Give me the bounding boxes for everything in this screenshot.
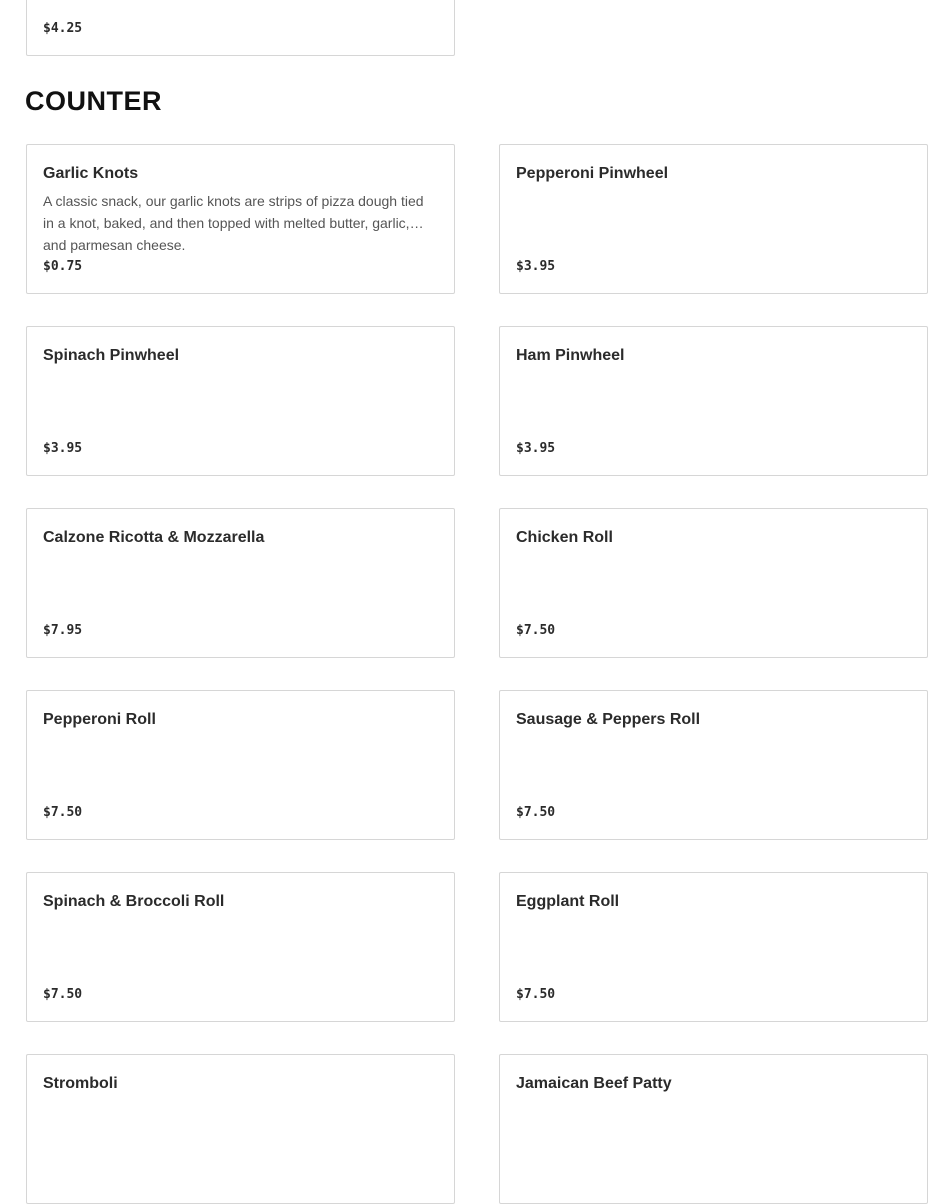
menu-item-name: Chicken Roll <box>516 529 613 546</box>
menu-item-price: $7.95 <box>43 623 83 638</box>
menu-item-price: $4.25 <box>43 21 83 36</box>
menu-item-card[interactable] <box>26 326 455 476</box>
menu-item-card[interactable] <box>499 872 928 1022</box>
section-title: COUNTER <box>25 86 162 116</box>
menu-item-price: $7.50 <box>43 805 83 820</box>
menu-item-price: $0.75 <box>43 259 83 274</box>
menu-item-price: $7.50 <box>516 805 556 820</box>
menu-item-name: Eggplant Roll <box>516 893 620 910</box>
menu-item-card[interactable] <box>499 690 928 840</box>
menu-item-card[interactable] <box>499 326 928 476</box>
menu-item-price: $7.50 <box>43 987 83 1002</box>
menu-item-name: Garlic Knots <box>43 165 139 182</box>
menu-item-card[interactable] <box>26 144 455 294</box>
menu-item-name: Ham Pinwheel <box>516 347 625 364</box>
menu-item-price: $3.95 <box>516 441 556 456</box>
menu-item-card[interactable] <box>26 872 455 1022</box>
menu-item-name: Pepperoni Pinwheel <box>516 165 669 182</box>
menu-item-card[interactable] <box>499 144 928 294</box>
menu-item-name: Calzone Ricotta & Mozzarella <box>43 529 265 546</box>
menu-item-card[interactable] <box>26 690 455 840</box>
menu-item-price: $7.50 <box>516 987 556 1002</box>
menu-item-price: $3.95 <box>516 259 556 274</box>
menu-item-name: Pepperoni Roll <box>43 711 156 728</box>
menu-item-name: Jamaican Beef Patty <box>516 1075 672 1092</box>
menu-item-card[interactable] <box>26 508 455 658</box>
menu-item-name: Spinach Pinwheel <box>43 347 180 364</box>
menu-item-name: Stromboli <box>43 1075 118 1092</box>
menu-item-card[interactable] <box>499 508 928 658</box>
menu-item-card[interactable] <box>26 0 455 56</box>
menu-item-price: $3.95 <box>43 441 83 456</box>
menu-item-name: Spinach & Broccoli Roll <box>43 893 225 910</box>
menu-item-card[interactable] <box>499 1054 928 1204</box>
menu-item-description: A classic snack, our garlic knots are strips of pizza dough tied in a knot, baked, and then topped with melted butter, garlic, and parmesan cheese. <box>43 193 424 253</box>
menu-item-price: $7.50 <box>516 623 556 638</box>
menu-item-card[interactable] <box>26 1054 455 1204</box>
menu-item-name: Sausage & Peppers Roll <box>516 711 701 728</box>
